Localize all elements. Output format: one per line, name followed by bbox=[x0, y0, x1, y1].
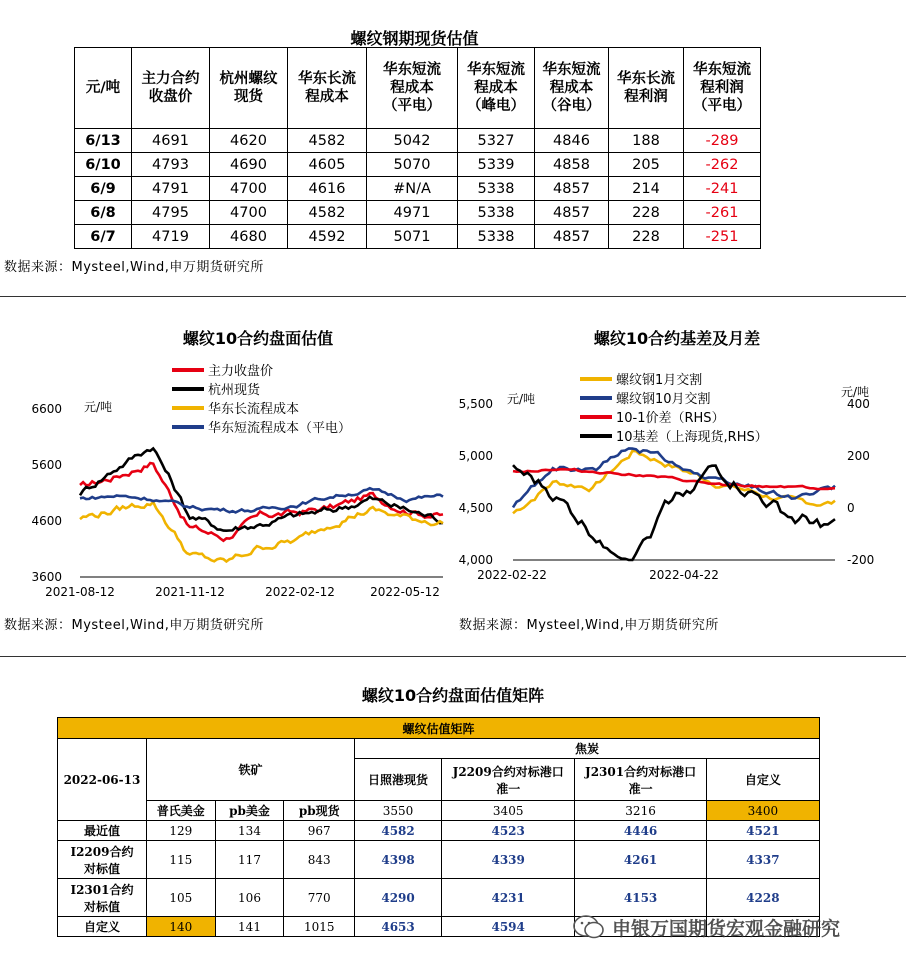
coke-value: 3216 bbox=[575, 801, 706, 821]
col-header-short-cost-valley: 华东短流程成本（谷电） bbox=[542, 62, 601, 114]
ore-value: 770 bbox=[284, 879, 355, 917]
ore-value: 141 bbox=[215, 917, 284, 937]
chart-left bbox=[0, 395, 450, 605]
cell-value: 228 bbox=[609, 201, 684, 225]
ore-value: 129 bbox=[146, 821, 215, 841]
wechat-icon bbox=[572, 913, 606, 941]
legend-label: 10基差（上海现货,RHS） bbox=[616, 430, 768, 445]
matrix-value: 4339 bbox=[442, 841, 575, 879]
y-left-tick-label: 4,000 bbox=[458, 553, 493, 567]
source-note-2: 数据来源：Mysteel,Wind,申万期货研究所 bbox=[4, 618, 264, 633]
matrix-value: 4337 bbox=[706, 841, 819, 879]
source-note-3: 数据来源：Mysteel,Wind,申万期货研究所 bbox=[459, 618, 719, 633]
cell-value: 4795 bbox=[132, 201, 210, 225]
matrix-value: 4653 bbox=[355, 917, 442, 937]
cell-value: 4620 bbox=[210, 129, 288, 153]
col-header-close: 主力合约收盘价 bbox=[141, 71, 200, 105]
cell-value: 4791 bbox=[132, 177, 210, 201]
matrix-band-title: 螺纹估值矩阵 bbox=[58, 718, 820, 739]
row-date: 6/10 bbox=[75, 153, 132, 177]
matrix-value: 4398 bbox=[355, 841, 442, 879]
cell-value: -262 bbox=[684, 153, 761, 177]
cell-value: 4700 bbox=[210, 177, 288, 201]
legend-label: 华东短流程成本（平电） bbox=[208, 421, 352, 436]
matrix-value: 4582 bbox=[355, 821, 442, 841]
cell-value: 5042 bbox=[367, 129, 458, 153]
matrix-value: 4523 bbox=[442, 821, 575, 841]
ore-value: 1015 bbox=[284, 917, 355, 937]
source-note-1: 数据来源：Mysteel,Wind,申万期货研究所 bbox=[4, 260, 264, 275]
spot-row bbox=[75, 129, 761, 153]
chart-left-title: 螺纹10合约盘面估值 bbox=[182, 329, 334, 348]
cell-value: 4857 bbox=[535, 201, 609, 225]
y-left-tick-label: 5,000 bbox=[458, 449, 493, 463]
y-tick-label: 3600 bbox=[31, 570, 62, 584]
coke-col-header: J2301合约对标港口准一 bbox=[575, 759, 706, 801]
row-date: 6/13 bbox=[75, 129, 132, 153]
x-tick-label: 2021-08-12 bbox=[45, 585, 115, 599]
cell-value: 4858 bbox=[535, 153, 609, 177]
series-line bbox=[513, 469, 835, 489]
cell-value: 4605 bbox=[288, 153, 367, 177]
series-line bbox=[80, 488, 443, 512]
cell-value: 205 bbox=[609, 153, 684, 177]
legend-entry bbox=[172, 360, 351, 379]
legend-label: 主力收盘价 bbox=[208, 364, 274, 379]
divider-2 bbox=[0, 656, 906, 657]
coke-header: 焦炭 bbox=[355, 739, 820, 759]
ore-value: 117 bbox=[215, 841, 284, 879]
cell-value: 5338 bbox=[458, 201, 535, 225]
matrix-row-label: I2301合约对标值 bbox=[58, 879, 147, 917]
matrix-row bbox=[58, 841, 820, 879]
ore-col-header: 普氏美金 bbox=[146, 801, 215, 821]
ore-value: 134 bbox=[215, 821, 284, 841]
row-date: 6/7 bbox=[75, 225, 132, 249]
cell-value: 4616 bbox=[288, 177, 367, 201]
y-tick-label: 5600 bbox=[31, 458, 62, 472]
cell-value: -261 bbox=[684, 201, 761, 225]
legend-label: 10-1价差（RHS） bbox=[616, 411, 725, 426]
x-tick-label: 2022-02-22 bbox=[477, 568, 547, 582]
col-header-short-profit: 华东短流程利润（平电） bbox=[693, 62, 751, 114]
ore-value: 105 bbox=[146, 879, 215, 917]
col-header-spot: 杭州螺纹现货 bbox=[219, 71, 278, 105]
spot-row bbox=[75, 153, 761, 177]
y-tick-label: 6600 bbox=[31, 402, 62, 416]
cell-value: 4857 bbox=[535, 177, 609, 201]
series-line bbox=[513, 465, 835, 560]
y-tick-label: 4600 bbox=[31, 514, 62, 528]
legend-swatch bbox=[172, 387, 204, 391]
cell-value: #N/A bbox=[367, 177, 458, 201]
matrix-row-label: 自定义 bbox=[58, 917, 147, 937]
cell-value: -241 bbox=[684, 177, 761, 201]
col-header-short-cost-peak: 华东短流程成本（峰电） bbox=[467, 62, 525, 114]
legend-label: 杭州现货 bbox=[208, 383, 261, 398]
cell-value: 4719 bbox=[132, 225, 210, 249]
series-line bbox=[80, 449, 443, 531]
matrix-row-label: 最近值 bbox=[58, 821, 147, 841]
y-right-unit-label: 元/吨 bbox=[841, 385, 870, 399]
cell-value: 5327 bbox=[458, 129, 535, 153]
ore-value: 106 bbox=[215, 879, 284, 917]
col-header-long-profit: 华东长流程利润 bbox=[617, 71, 675, 105]
cell-value: 4680 bbox=[210, 225, 288, 249]
y-right-tick-label: 200 bbox=[847, 449, 870, 463]
cell-value: 214 bbox=[609, 177, 684, 201]
cell-value: -251 bbox=[684, 225, 761, 249]
spot-row bbox=[75, 201, 761, 225]
y-unit-label: 元/吨 bbox=[84, 400, 113, 414]
spot-row bbox=[75, 225, 761, 249]
cell-value: 228 bbox=[609, 225, 684, 249]
cell-value: 4971 bbox=[367, 201, 458, 225]
coke-col-header: 自定义 bbox=[706, 759, 819, 801]
cell-value: 4691 bbox=[132, 129, 210, 153]
matrix-row-label: I2209合约对标值 bbox=[58, 841, 147, 879]
cell-value: 5071 bbox=[367, 225, 458, 249]
matrix-row bbox=[58, 821, 820, 841]
iron-ore-header: 铁矿 bbox=[146, 739, 354, 801]
col-header-short-cost-flat: 华东短流程成本（平电） bbox=[383, 62, 441, 114]
chart-right bbox=[452, 385, 902, 595]
legend-swatch bbox=[580, 377, 612, 381]
x-tick-label: 2022-04-22 bbox=[649, 568, 719, 582]
x-tick-label: 2021-11-12 bbox=[155, 585, 225, 599]
row-date: 6/9 bbox=[75, 177, 132, 201]
cell-value: 5338 bbox=[458, 177, 535, 201]
x-tick-label: 2022-02-12 bbox=[265, 585, 335, 599]
y-left-unit-label: 元/吨 bbox=[507, 392, 536, 406]
y-right-tick-label: 0 bbox=[847, 501, 855, 515]
ore-value: 115 bbox=[146, 841, 215, 879]
matrix-title: 螺纹10合约盘面估值矩阵 bbox=[361, 686, 545, 705]
cell-value: 4793 bbox=[132, 153, 210, 177]
row-date: 6/8 bbox=[75, 201, 132, 225]
coke-col-header: J2209合约对标港口准一 bbox=[442, 759, 575, 801]
cell-value: 4700 bbox=[210, 201, 288, 225]
col-header-unit: 元/吨 bbox=[75, 48, 132, 129]
matrix-value: 4446 bbox=[575, 821, 706, 841]
cell-value: 4857 bbox=[535, 225, 609, 249]
legend-swatch bbox=[172, 368, 204, 372]
coke-value: 3400 bbox=[706, 801, 819, 821]
cell-value: 5339 bbox=[458, 153, 535, 177]
matrix-value: 4228 bbox=[706, 879, 819, 917]
series-line bbox=[513, 451, 835, 513]
y-left-tick-label: 5,500 bbox=[458, 397, 493, 411]
cell-value: 4690 bbox=[210, 153, 288, 177]
chart-right-title: 螺纹10合约基差及月差 bbox=[593, 329, 761, 348]
spot-valuation-table bbox=[74, 47, 761, 249]
legend-label: 螺纹钢1月交割 bbox=[616, 373, 703, 388]
ore-value: 843 bbox=[284, 841, 355, 879]
ore-value: 140 bbox=[146, 917, 215, 937]
matrix-value: 4521 bbox=[706, 821, 819, 841]
watermark bbox=[572, 913, 840, 941]
cell-value: 4582 bbox=[288, 129, 367, 153]
cell-value: -289 bbox=[684, 129, 761, 153]
divider-1 bbox=[0, 296, 906, 297]
spot-valuation-title: 螺纹钢期现货估值 bbox=[350, 29, 479, 48]
ore-value: 967 bbox=[284, 821, 355, 841]
col-header-long-cost: 华东长流程成本 bbox=[298, 71, 356, 105]
cell-value: 5070 bbox=[367, 153, 458, 177]
coke-value: 3550 bbox=[355, 801, 442, 821]
cell-value: 5338 bbox=[458, 225, 535, 249]
spot-row bbox=[75, 177, 761, 201]
matrix-value: 4290 bbox=[355, 879, 442, 917]
cell-value: 188 bbox=[609, 129, 684, 153]
matrix-row bbox=[58, 879, 820, 917]
matrix-value: 4261 bbox=[575, 841, 706, 879]
series-line bbox=[80, 463, 443, 541]
y-right-tick-label: -200 bbox=[847, 553, 875, 567]
legend-label: 华东长流程成本 bbox=[208, 402, 300, 417]
matrix-value: 4153 bbox=[575, 879, 706, 917]
y-right-tick-label: 400 bbox=[847, 397, 870, 411]
cell-value: 4592 bbox=[288, 225, 367, 249]
valuation-matrix bbox=[57, 717, 820, 937]
ore-col-header: pb美金 bbox=[215, 801, 284, 821]
coke-value: 3405 bbox=[442, 801, 575, 821]
cell-value: 4582 bbox=[288, 201, 367, 225]
matrix-value: 4594 bbox=[442, 917, 575, 937]
matrix-value: 4231 bbox=[442, 879, 575, 917]
matrix-date: 2022-06-13 bbox=[58, 739, 147, 821]
y-left-tick-label: 4,500 bbox=[458, 501, 493, 515]
watermark-text: 申银万国期货宏观金融研究 bbox=[612, 917, 841, 940]
cell-value: 4846 bbox=[535, 129, 609, 153]
x-tick-label: 2022-05-12 bbox=[370, 585, 440, 599]
coke-col-header: 日照港现货 bbox=[355, 759, 442, 801]
ore-col-header: pb现货 bbox=[284, 801, 355, 821]
legend-label: 螺纹钢10月交割 bbox=[616, 392, 711, 407]
